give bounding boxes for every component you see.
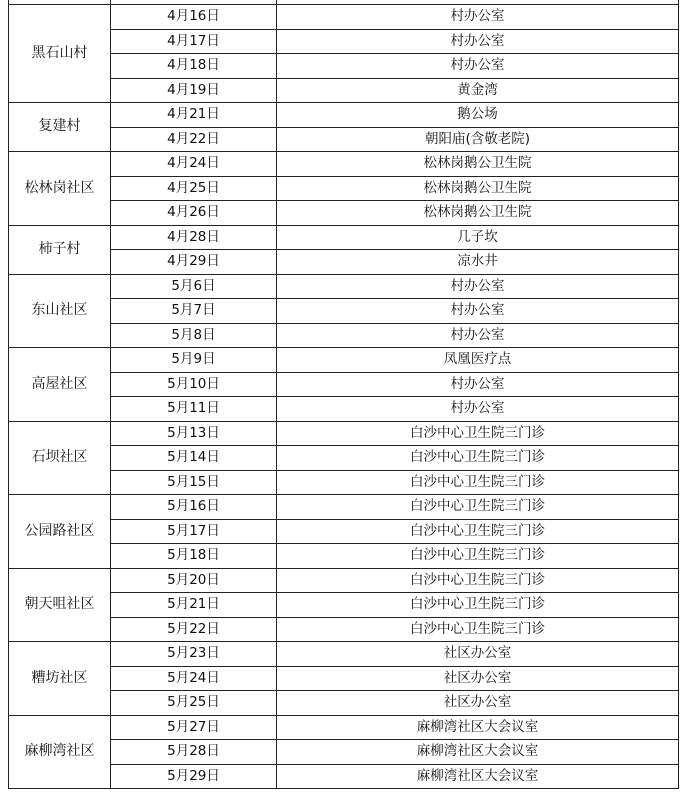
date-cell: 5月10日 xyxy=(111,372,277,397)
date-cell: 5月11日 xyxy=(111,397,277,422)
schedule-table-body xyxy=(9,0,679,789)
table-row xyxy=(9,5,679,30)
village-cell: 糟坊社区 xyxy=(9,642,111,716)
date-cell: 4月24日 xyxy=(111,152,277,177)
location-cell: 白沙中心卫生院三门诊 xyxy=(277,617,679,642)
table-row xyxy=(9,421,679,446)
date-cell: 5月9日 xyxy=(111,348,277,373)
schedule-table xyxy=(8,0,679,789)
location-cell: 白沙中心卫生院三门诊 xyxy=(277,593,679,618)
location-cell: 几子坎 xyxy=(277,225,679,250)
date-cell: 5月24日 xyxy=(111,666,277,691)
date-cell: 5月18日 xyxy=(111,544,277,569)
location-cell: 村办公室 xyxy=(277,5,679,30)
table-row xyxy=(9,715,679,740)
village-cell: 高屋社区 xyxy=(9,348,111,422)
village-cell: 黑石山村 xyxy=(9,5,111,103)
location-cell: 松林岗鹅公卫生院 xyxy=(277,176,679,201)
location-cell: 黄金湾 xyxy=(277,78,679,103)
location-cell: 社区办公室 xyxy=(277,691,679,716)
village-cell: 公园路社区 xyxy=(9,495,111,569)
date-cell: 5月28日 xyxy=(111,740,277,765)
location-cell: 麻柳湾社区大会议室 xyxy=(277,715,679,740)
location-cell: 村办公室 xyxy=(277,54,679,79)
date-cell: 5月27日 xyxy=(111,715,277,740)
village-cell: 东山社区 xyxy=(9,274,111,348)
location-cell: 凤凰医疗点 xyxy=(277,348,679,373)
date-cell: 5月21日 xyxy=(111,593,277,618)
location-cell: 白沙中心卫生院三门诊 xyxy=(277,421,679,446)
location-cell: 松林岗鹅公卫生院 xyxy=(277,201,679,226)
date-cell: 4月29日 xyxy=(111,250,277,275)
location-cell: 村办公室 xyxy=(277,29,679,54)
village-cell: 复建村 xyxy=(9,103,111,152)
date-cell: 5月17日 xyxy=(111,519,277,544)
location-cell: 村办公室 xyxy=(277,323,679,348)
table-row xyxy=(9,103,679,128)
date-cell: 5月8日 xyxy=(111,323,277,348)
location-cell: 麻柳湾社区大会议室 xyxy=(277,764,679,789)
date-cell: 4月22日 xyxy=(111,127,277,152)
location-cell: 村办公室 xyxy=(277,274,679,299)
table-row xyxy=(9,225,679,250)
location-cell: 村办公室 xyxy=(277,397,679,422)
date-cell: 4月21日 xyxy=(111,103,277,128)
village-cell: 朝天咀社区 xyxy=(9,568,111,642)
table-row xyxy=(9,152,679,177)
date-cell: 5月16日 xyxy=(111,495,277,520)
date-cell: 5月25日 xyxy=(111,691,277,716)
location-cell: 社区办公室 xyxy=(277,666,679,691)
date-cell: 5月29日 xyxy=(111,764,277,789)
date-cell: 4月16日 xyxy=(111,5,277,30)
date-cell: 4月26日 xyxy=(111,201,277,226)
location-cell: 鹅公场 xyxy=(277,103,679,128)
date-cell: 5月6日 xyxy=(111,274,277,299)
village-cell: 柿子村 xyxy=(9,225,111,274)
date-cell: 5月23日 xyxy=(111,642,277,667)
date-cell: 4月19日 xyxy=(111,78,277,103)
location-cell: 白沙中心卫生院三门诊 xyxy=(277,470,679,495)
date-cell: 4月17日 xyxy=(111,29,277,54)
date-cell: 5月22日 xyxy=(111,617,277,642)
location-cell: 白沙中心卫生院三门诊 xyxy=(277,568,679,593)
date-cell: 5月14日 xyxy=(111,446,277,471)
date-cell: 4月18日 xyxy=(111,54,277,79)
village-cell: 松林岗社区 xyxy=(9,152,111,226)
location-cell: 白沙中心卫生院三门诊 xyxy=(277,544,679,569)
date-cell: 5月7日 xyxy=(111,299,277,324)
location-cell: 松林岗鹅公卫生院 xyxy=(277,152,679,177)
village-cell: 石坝社区 xyxy=(9,421,111,495)
location-cell: 麻柳湾社区大会议室 xyxy=(277,740,679,765)
location-cell: 朝阳庙(含敬老院) xyxy=(277,127,679,152)
location-cell: 村办公室 xyxy=(277,299,679,324)
date-cell: 4月25日 xyxy=(111,176,277,201)
location-cell: 白沙中心卫生院三门诊 xyxy=(277,519,679,544)
date-cell: 5月15日 xyxy=(111,470,277,495)
table-row xyxy=(9,495,679,520)
table-row xyxy=(9,642,679,667)
date-cell: 5月20日 xyxy=(111,568,277,593)
table-row xyxy=(9,568,679,593)
location-cell: 凉水井 xyxy=(277,250,679,275)
location-cell: 白沙中心卫生院三门诊 xyxy=(277,446,679,471)
date-cell: 5月13日 xyxy=(111,421,277,446)
village-cell: 麻柳湾社区 xyxy=(9,715,111,789)
date-cell: 4月28日 xyxy=(111,225,277,250)
location-cell: 白沙中心卫生院三门诊 xyxy=(277,495,679,520)
location-cell: 村办公室 xyxy=(277,372,679,397)
location-cell: 社区办公室 xyxy=(277,642,679,667)
table-row xyxy=(9,348,679,373)
table-row xyxy=(9,274,679,299)
